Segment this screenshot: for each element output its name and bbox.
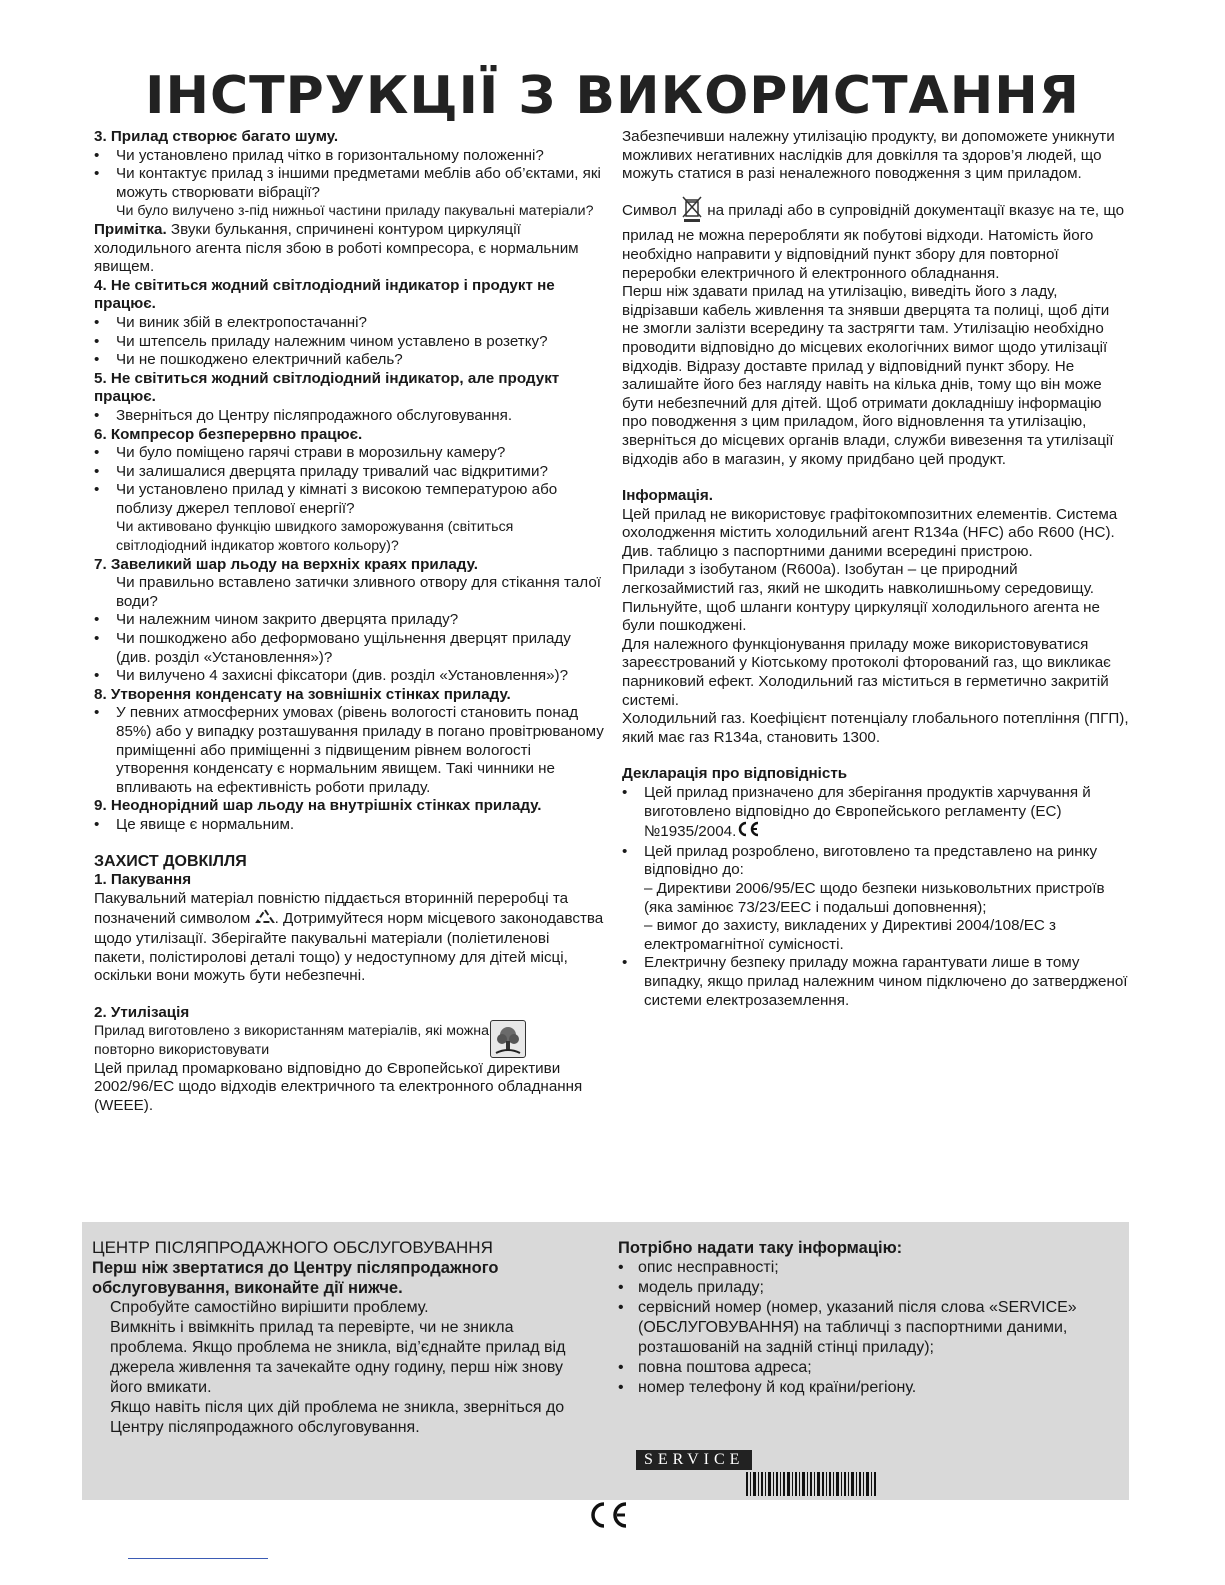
list-item: • Електричну безпеку приладу можна гарантувати лише в тому випадку, якщо прилад належним чином підключено до затвердженої системи електрозаземлення. (622, 954, 1130, 1010)
disposal-paragraph: Цей прилад промарковано відповідно до Європейської директиви 2002/96/EC щодо відходів електричного та електронного обладнання (WEEE). (94, 1059, 583, 1114)
weee-paragraph (622, 194, 1130, 283)
required-info-title: Потрібно надати таку інформацію: (618, 1239, 903, 1257)
directive-item: – вимог до захисту, викладених у Директиві 2004/108/EC з електромагнітної сумісності. (644, 917, 1057, 953)
section-3-title: 3. Прилад створює багато шуму. (94, 128, 339, 145)
list-item: • Чи залишалися дверцята приладу тривалий час відкритими? (94, 463, 604, 482)
panel-left (92, 1238, 592, 1438)
section-4-title: 4. Не світиться жодний світлодіодний індикатор і продукт не працює. (94, 276, 555, 313)
disposal-title: 2. Утилізація (94, 1003, 190, 1021)
list-item: • У певних атмосферних умовах (рівень вологості становить понад 85%) або у випадку розташування приладу в погано провітрюваному приміщенні або приміщенні з підвищеним рівнем вологості утворення конденсату є нормальним явищем. Такі чинники не впливають на ефективність роботи приладу. (94, 704, 604, 797)
list-item: • повна поштова адреса; (618, 1358, 1118, 1378)
list-item: • Цей прилад розроблено, виготовлено та представлено на ринку відповідно до: (622, 843, 1130, 880)
ce-mark-icon (736, 821, 760, 843)
barcode-icon (746, 1472, 878, 1496)
paragraph: Перш ніж здавати прилад на утилізацію, виведіть його з ладу, відрізавши кабель живлення та знявши дверцята та полиці, щоб діти не змогли залізти всередину та застрягти там. Утилізацію необхідно проводити відповідно до місцевих екологічних вимог щодо утилізації відходів. Відразу доставте прилад у відповідний пункт збору. Не залишайте його без нагляду навіть на кілька днів, тому що він може бути небезпечний для дітей. Щоб отримати докладнішу інформацію про поводження з цим приладом, його відновлення та утилізацію, зверніться до місцевих органів влади, служби вивезення та утилізації відходів або в магазин, у якому придбано цей продукт. (622, 283, 1114, 468)
paragraph: Холодильний газ. Коефіцієнт потенціалу глобального потепління (ПГП), який має газ R134a, становить 1300. (622, 710, 1129, 746)
list-item: • Чи контактує прилад з іншими предметами меблів або об’єктами, які можуть створювати вібрації? (94, 165, 604, 202)
list-item: • Чи вилучено 4 захисні фіксатори (див. розділ «Установлення»)? (94, 667, 604, 686)
recycle-triangle-icon (255, 908, 275, 930)
list-item: • Чи пошкоджено або деформовано ущільнення дверцят приладу (див. розділ «Установлення»)? (94, 630, 604, 667)
page-title: ІНСТРУКЦІЇ З ВИКОРИСТАННЯ (145, 66, 1080, 126)
weee-text-end: на приладі або в супровідній документації вказує на те, що прилад не можна переробляти як побутові відходи. Натомість його необхідно направити у відповідний пункт збору для повторної переробки електричного й електронного обладнання. (622, 201, 1125, 282)
environment-title: ЗАХИСТ ДОВКІЛЛЯ (94, 852, 247, 870)
disposal-recycle-row (94, 1022, 514, 1059)
list-item: • Чи належним чином закрито дверцята приладу? (94, 611, 604, 630)
right-column (622, 128, 1130, 1010)
footer-underline (128, 1558, 268, 1559)
list-item: • номер телефону й код країни/регіону. (618, 1378, 1118, 1398)
declaration-text: Цей прилад призначено для зберігання продуктів харчування й виготовлено відповідно до Європейського регламенту (ЕС) №1935/2004. (644, 784, 1091, 840)
panel-subtitle: Перш ніж звертатися до Центру післяпродажного обслуговування, виконайте дії нижче. (92, 1259, 499, 1297)
panel-title: ЦЕНТР ПІСЛЯПРОДАЖНОГО ОБСЛУГОВУВАННЯ (92, 1238, 493, 1257)
list-item: • Чи штепсель приладу належним чином уставлено в розетку? (94, 333, 604, 352)
packaging-text: Пакувальний матеріал повністю піддається вторинній переробці та позначений символом (94, 889, 569, 928)
crossed-bin-icon (681, 194, 703, 228)
list-item: • Чи установлено прилад у кімнаті з високою температурою або поблизу джерел теплової енергії? (94, 481, 604, 518)
disposal-text: Прилад виготовлено з використанням матеріалів, які можна повторно використовувати (94, 1023, 489, 1058)
list-item-continuation: Чи активовано функцію швидкого заморожування (світиться світлодіодний індикатор жовтого кольору)? (116, 519, 514, 555)
list-item: • опис несправності; (618, 1258, 1118, 1278)
note-label: Примітка. (94, 220, 167, 238)
section-6-title: 6. Компресор безперервно працює. (94, 425, 363, 443)
ce-mark-icon (586, 1500, 630, 1530)
service-badge: SERVICE (636, 1450, 752, 1470)
information-title: Інформація. (622, 487, 713, 505)
panel-step: Спробуйте самостійно вирішити проблему. (110, 1299, 429, 1316)
panel-step: Якщо навіть після цих дій проблема не зникла, зверніться до Центру післяпродажного обслуговування. (110, 1399, 565, 1436)
left-column (94, 128, 604, 1115)
list-item (622, 784, 1130, 843)
section-7-title: 7. Завеликий шар льоду на верхніх краях приладу. (94, 555, 478, 573)
panel-right (618, 1238, 1118, 1398)
section-8-title: 8. Утворення конденсату на зовнішніх стінках приладу. (94, 685, 511, 703)
list-item: • Чи не пошкоджено електричний кабель? (94, 351, 604, 370)
packaging-paragraph (94, 890, 604, 986)
paragraph: Цей прилад не використовує графітокомпозитних елементів. Система охолодження містить холодильний агент R134a (HFC) або R600 (HC). Див. таблицю з паспортними даними всередині пристрою. (622, 505, 1118, 560)
directive-item: – Директиви 2006/95/EC щодо безпеки низьковольтних пристроїв (яка замінює 73/23/EEC і подальші доповнення); (644, 879, 1105, 916)
list-item: • Зверніться до Центру післяпродажного обслуговування. (94, 407, 604, 426)
list-item: • Чи виник збій в електропостачанні? (94, 314, 604, 333)
section-9-title: 9. Неоднорідний шар льоду на внутрішніх стінках приладу. (94, 797, 542, 815)
note-text: Звуки булькання, спричинені контуром циркуляції холодильного агента після збою в роботі компресора, є нормальним явищем. (94, 220, 579, 276)
panel-step: Вимкніть і ввімкніть прилад та перевірте, чи не зникла проблема. Якщо проблема не зникла, від’єднайте прилад від джерела живлення та зачекайте одну годину, перш ніж знову його вмикати. (110, 1319, 566, 1396)
list-item-continuation: Чи правильно вставлено затички зливного отвору для стікання талої води? (116, 574, 601, 610)
list-item: • Чи було поміщено гарячі страви в морозильну камеру? (94, 444, 604, 463)
section-5-title: 5. Не світиться жодний світлодіодний індикатор, але продукт працює. (94, 369, 560, 406)
list-item-continuation: Чи було вилучено з-під нижньої частини приладу пакувальні матеріали? (116, 203, 594, 220)
list-item: • Це явище є нормальним. (94, 816, 604, 835)
tree-recycle-icon (490, 1020, 526, 1058)
packaging-title: 1. Пакування (94, 871, 192, 889)
note-paragraph (94, 221, 604, 277)
paragraph: Забезпечивши належну утилізацію продукту, ви допоможете уникнути можливих негативних наслідків для довкілля та здоров’я людей, що можуть статися в разі неналежного поводження з цим приладом. (622, 128, 1115, 183)
list-item: • модель приладу; (618, 1278, 1118, 1298)
paragraph: Прилади з ізобутаном (R600a). Ізобутан – це природний легкозаймистий газ, який не шкодить навколишньому середовищу. Пильнуйте, щоб шланги контуру циркуляції холодильного агента не були пошкоджені. (622, 561, 1100, 635)
list-item: • сервісний номер (номер, указаний після слова «SERVICE» (ОБСЛУГОВУВАННЯ) на табличці з паспортними даними, розташованій на задній стінці приладу); (618, 1298, 1118, 1358)
list-item: • Чи установлено прилад чітко в горизонтальному положенні? (94, 147, 604, 166)
weee-text: Символ (622, 201, 681, 219)
paragraph: Для належного функціонування приладу може використовуватися зареєстрований у Кіотському протоколі фторований газ, що викликає парниковий ефект. Холодильний газ міститься в герметично закритій системі. (622, 635, 1111, 709)
after-sales-panel (82, 1222, 1129, 1500)
packaging-text-end: . Дотримуйтеся норм місцевого законодавства щодо утилізації. Зберігайте пакувальні матеріали (поліетиленові пакети, полістиролові деталі тощо) у недоступному для дітей місці, оскільки вони можуть бути небезпечні. (94, 910, 604, 985)
declaration-title: Декларація про відповідність (622, 765, 848, 783)
